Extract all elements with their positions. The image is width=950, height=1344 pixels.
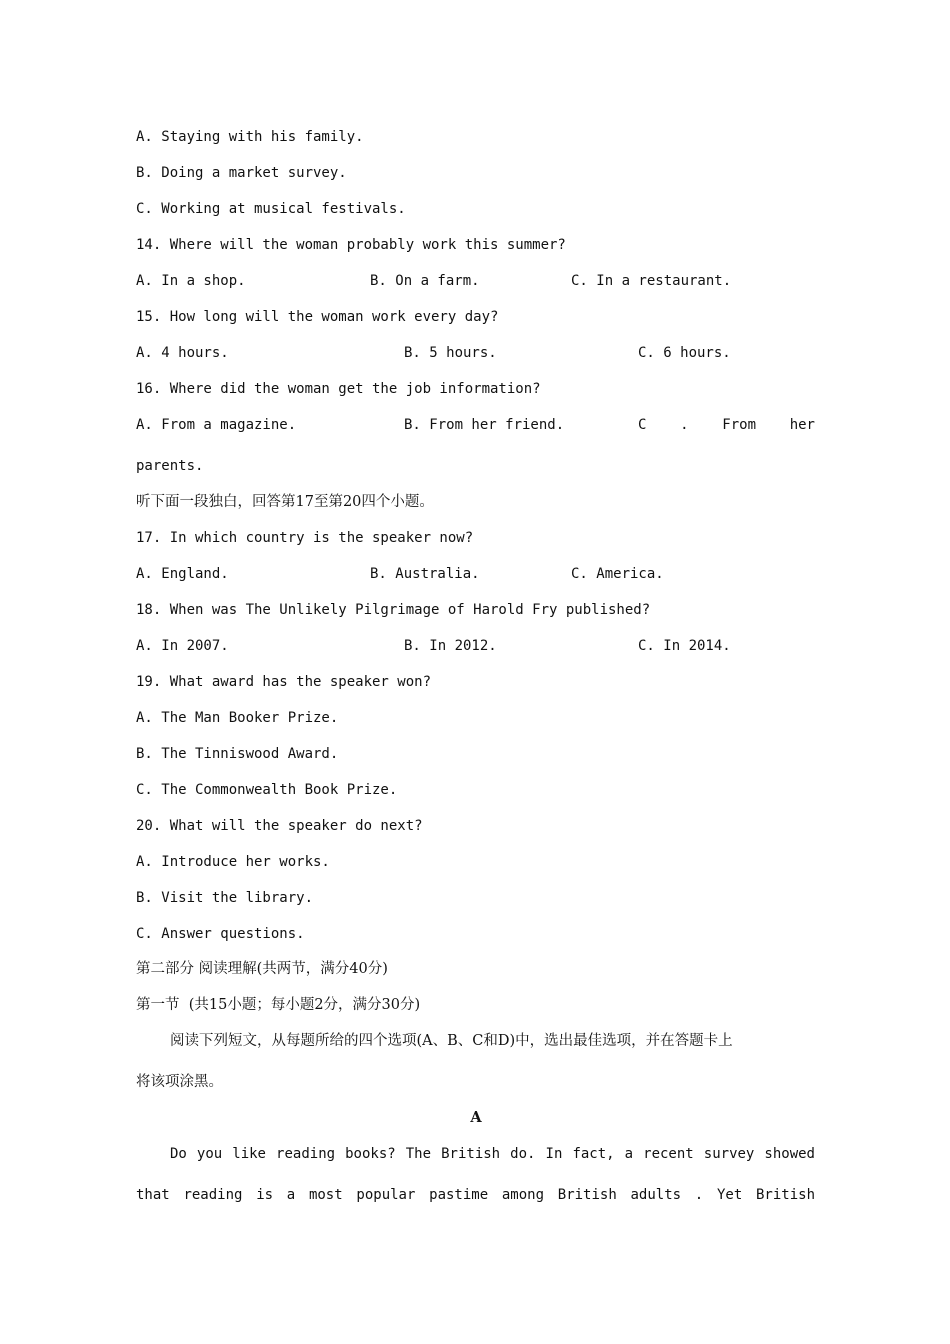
q14-question: 14. Where will the woman probably work this summer? (136, 237, 566, 253)
q18-question: 18. When was The Unlikely Pilgrimage of Harold Fry published? (136, 602, 651, 618)
q15-option-a: A. 4 hours. (136, 345, 229, 361)
reading-instruction-line1: 阅读下列短文，从每题所给的四个选项(A、B、C和D)中，选出最佳选项，并在答题卡上 (170, 1033, 733, 1049)
q18-option-c: C. In 2014. (638, 638, 731, 654)
q16-question: 16. Where did the woman get the job information? (136, 381, 541, 397)
q14-option-a: A. In a shop. (136, 273, 246, 289)
q16-option-a: A. From a magazine. (136, 417, 297, 433)
q19-option-c: C. The Commonwealth Book Prize. (136, 782, 398, 798)
q20-option-a: A. Introduce her works. (136, 854, 330, 870)
q17-option-c: C. America. (571, 566, 664, 582)
q15-option-c: C. 6 hours. (638, 345, 731, 361)
q20-option-c: C. Answer questions. (136, 926, 305, 942)
q17-option-a: A. England. (136, 566, 229, 582)
q19-option-a: A. The Man Booker Prize. (136, 710, 339, 726)
reading-instruction-line2: 将该项涂黑。 (136, 1074, 223, 1090)
q18-option-a: A. In 2007. (136, 638, 229, 654)
part2-heading: 第二部分 阅读理解(共两节，满分40分) (136, 961, 388, 977)
q19-question: 19. What award has the speaker won? (136, 674, 432, 690)
q19-option-b: B. The Tinniswood Award. (136, 746, 339, 762)
q20-option-b: B. Visit the library. (136, 890, 314, 906)
section1-heading: 第一节 (共15小题；每小题2分，满分30分) (136, 997, 421, 1013)
q18-option-b: B. In 2012. (404, 638, 497, 654)
q15-option-b: B. 5 hours. (404, 345, 497, 361)
q17-question: 17. In which country is the speaker now? (136, 530, 474, 546)
q16-option-b: B. From her friend. (404, 417, 565, 433)
q16-option-c-continued: parents. (136, 458, 204, 474)
q15-question: 15. How long will the woman work every day? (136, 309, 499, 325)
q13-option-a: A. Staying with his family. (136, 129, 364, 145)
q14-option-c: C. In a restaurant. (571, 273, 732, 289)
passage-label: A (470, 1109, 482, 1126)
q16-option-c: C . From her (638, 417, 815, 433)
q17-option-b: B. Australia. (370, 566, 480, 582)
q13-option-c: C. Working at musical festivals. (136, 201, 406, 217)
passage-line-2: that reading is a most popular pastime among British adults . Yet British (136, 1187, 815, 1203)
q20-question: 20. What will the speaker do next? (136, 818, 423, 834)
q13-option-b: B. Doing a market survey. (136, 165, 347, 181)
monologue-instruction: 听下面一段独白，回答第17至第20四个小题。 (136, 494, 434, 510)
passage-line-1: Do you like reading books? The British do. In fact, a recent survey showed (170, 1146, 815, 1162)
q14-option-b: B. On a farm. (370, 273, 480, 289)
